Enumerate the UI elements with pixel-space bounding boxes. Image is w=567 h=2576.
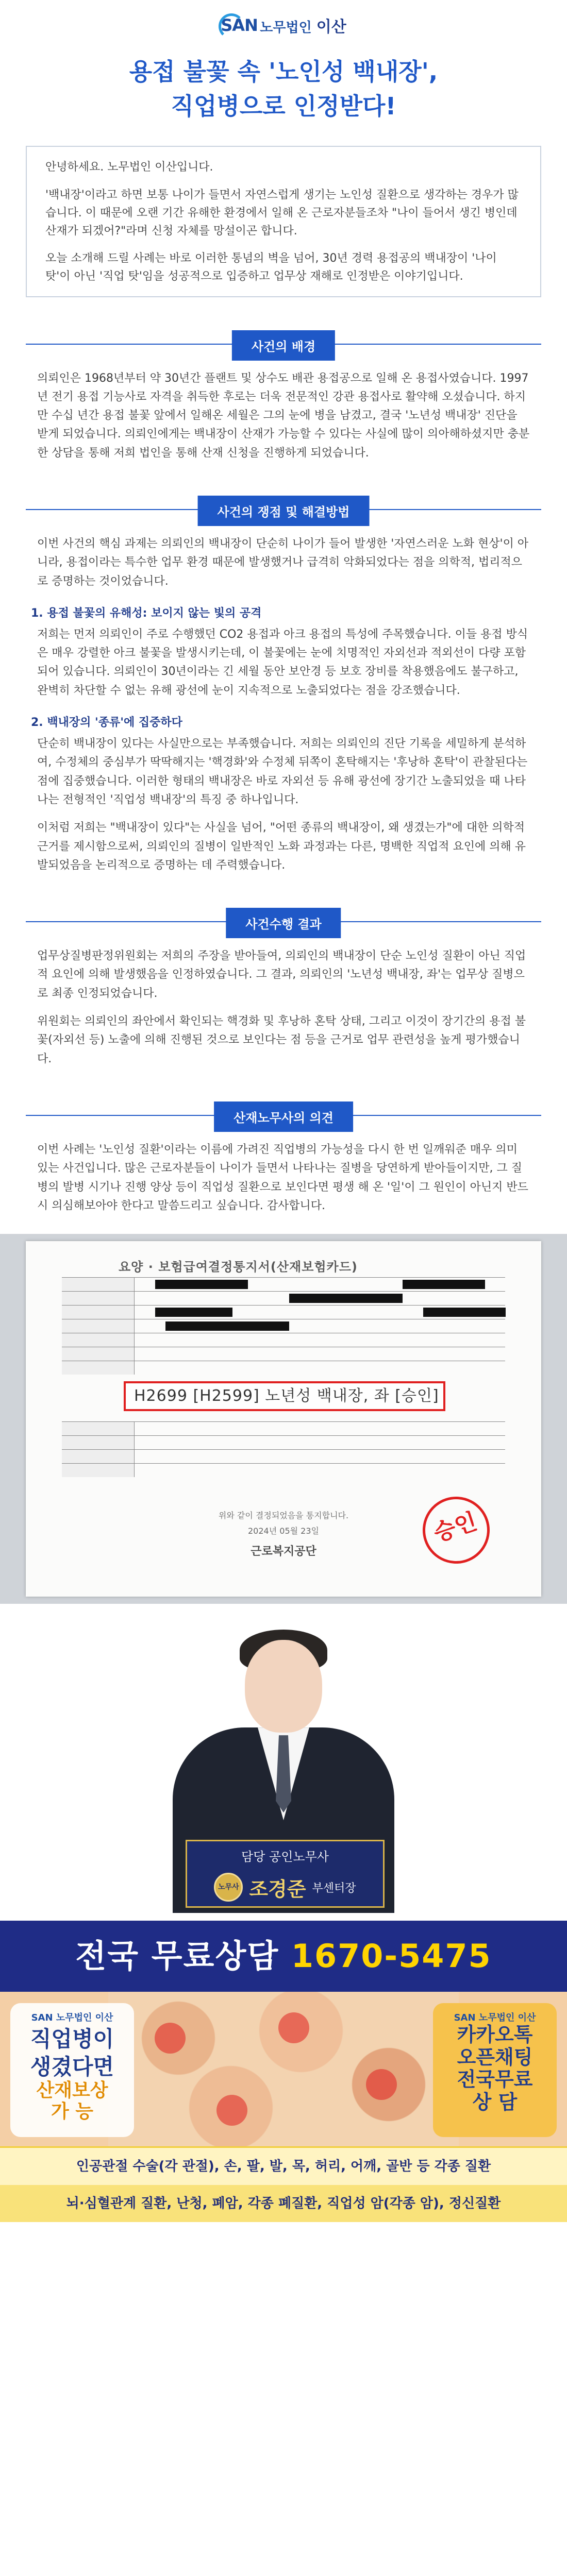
pain-spot-icon xyxy=(216,2095,247,2126)
service-list-line-2: 뇌·심혈관계 질환, 난청, 폐암, 각종 폐질환, 직업성 암(각종 암), 정신질환 xyxy=(0,2185,567,2222)
section-title: 사건의 배경 xyxy=(232,330,335,361)
result-body xyxy=(37,947,530,1069)
promo-banner xyxy=(0,1992,567,2146)
document-footer-date: 2024년 05월 23일 xyxy=(248,1526,319,1536)
name-tag xyxy=(186,1840,385,1908)
promo-right-line-1: 카카오톡 xyxy=(457,2023,533,2046)
firm-logo xyxy=(221,11,346,39)
logo-mark xyxy=(221,11,258,39)
document-row xyxy=(62,1435,505,1449)
cta-label: 전국 무료상담 xyxy=(75,1937,279,1975)
approval-document-image xyxy=(0,1234,567,1604)
section-header-result xyxy=(26,905,541,938)
name-line xyxy=(187,1873,383,1902)
body-pain-collage xyxy=(108,1992,459,2146)
document-row xyxy=(62,1277,505,1291)
pain-spot-icon xyxy=(278,2012,309,2043)
attorney-role: 담당 공인노무사 xyxy=(241,1850,329,1865)
attorney-profile xyxy=(0,1624,567,1921)
pain-spot-icon xyxy=(155,2023,186,2054)
cta-phone[interactable]: 1670-5475 xyxy=(291,1937,492,1975)
background-body xyxy=(37,369,530,463)
background-text: 의뢰인은 1968년부터 약 30년간 플랜트 및 상수도 배관 용접공으로 일해 온 용접사였습니다. 1997년 전기 용접 기능사로 자격을 취득한 후로는 더욱 전문적인 강관 용접사로 활약해 오셨습니다. 하지만 수십 년간 용접 불꽃 앞에서 일해온 세월은 그의 눈에 병을 남겼고, 결국 '노년성 백내장' 진단을 받게 되었습니다. 의뢰인에게는 백내장이 산재가 가능할 수 있다는 사실에 많이 의아해하셨지만 충분한 상담을 통해 저희 법인을 통해 산재 신청을 진행하게 되었습니다. xyxy=(37,371,530,460)
document-footer-org: 근로복지공단 xyxy=(251,1545,316,1558)
promo-right-logo: SAN 노무법인 이산 xyxy=(454,2012,536,2024)
header xyxy=(0,0,567,123)
issues-sub1-text: 저희는 먼저 의뢰인이 주로 수행했던 CO2 용접과 아크 용접의 특성에 주목했습니다. 이들 용접 방식은 매우 강렬한 아크 불꽃을 발생시키는데, 이 불꽃에는 눈에 치명적인 자외선과 적외선이 다량 포함되어 있습니다. 의뢰인이 30년이라는 긴 세월 동안 보안경 등 보호 장비를 착용했음에도 불구하고, 완벽히 차단할 수 없는 유해 광선에 눈이 지속적으로 노출되었다는 점을 강조했습니다. xyxy=(37,628,528,697)
section-header-opinion xyxy=(26,1098,541,1131)
logo-name: 이산 xyxy=(316,18,346,36)
document-row xyxy=(62,1449,505,1463)
section-title: 사건의 쟁점 및 해결방법 xyxy=(198,496,370,526)
opinion-text: 이번 사례는 '노인성 질환'이라는 이름에 가려진 직업병의 가능성을 다시 한 번 일깨워준 매우 의미 있는 사건입니다. 많은 근로자분들이 나이가 들면서 나타나는 질병을 당연하게 받아들이지만, 그 질병의 발병 시기나 진행 양상 등이 직업성 질환으로 보인다면 평생 해 온 '일'이 그 원인이 아닌지 반드시 의심해보아야 한다고 말씀드리고 싶습니다. 감사합니다. xyxy=(37,1143,528,1212)
document-paper xyxy=(26,1241,541,1597)
logo-firm: 노무법인 xyxy=(260,20,312,36)
promo-left-line-3: 산재보상 xyxy=(36,2079,108,2101)
attorney-badge-icon: 노무사 xyxy=(214,1873,243,1902)
document-row xyxy=(62,1319,505,1333)
opinion-body xyxy=(37,1141,530,1215)
issues-subtitle-1: 1. 용접 불꽃의 유해성: 보이지 않는 빛의 공격 xyxy=(31,606,262,620)
document-row xyxy=(62,1291,505,1305)
issues-body xyxy=(37,535,530,591)
document-row xyxy=(62,1361,505,1375)
logo-mark-text: SAN xyxy=(221,15,258,35)
intro-greeting: 안녕하세요. 노무법인 이산입니다. xyxy=(45,161,213,174)
face-shape xyxy=(245,1640,322,1733)
approved-diagnosis-highlight: H2699 [H2599] 노년성 백내장, 좌 [승인] xyxy=(124,1381,445,1411)
pain-spot-icon xyxy=(366,2069,397,2100)
document-row xyxy=(62,1347,505,1361)
promo-left-card xyxy=(10,2003,134,2137)
section-title: 사건수행 결과 xyxy=(226,908,341,938)
attorney-name: 조경준 xyxy=(249,1877,306,1901)
promo-right-line-4: 상 담 xyxy=(472,2091,518,2114)
document-footer-notice: 위와 같이 결정되었음을 통지합니다. xyxy=(218,1511,349,1521)
section-header-issues xyxy=(26,493,541,526)
section-title: 산재노무사의 의견 xyxy=(214,1101,353,1132)
service-list-line-1: 인공관절 수술(각 관절), 손, 팔, 발, 목, 허리, 어깨, 골반 등 각종 질환 xyxy=(0,2146,567,2185)
logo-text xyxy=(260,14,346,37)
issues-subtitle-2: 2. 백내장의 '종류'에 집중하다 xyxy=(31,716,182,730)
promo-left-line-1: 직업병이 xyxy=(30,2026,114,2052)
issues-sub2-text-1: 단순히 백내장이 있다는 사실만으로는 부족했습니다. 저희는 의뢰인의 진단 기록을 세밀하게 분석하여, 수정체의 중심부가 딱딱해지는 '핵경화'와 수정체 뒤쪽이 혼탁해지는 '후낭하 혼탁'이 관찰된다는 점에 집중했습니다. 이러한 형태의 백내장은 바로 자외선 등 유해 광선에 장기간 노출되었을 때 나타나는 전형적인 '직업성 백내장'의 특징 중 하나입니다. xyxy=(37,737,528,806)
promo-right-line-2: 오픈채팅 xyxy=(457,2045,533,2069)
free-consult-banner[interactable] xyxy=(0,1921,567,1992)
document-row xyxy=(62,1421,505,1435)
intro-box xyxy=(26,146,541,297)
title-line-2: 직업병으로 인정받다! xyxy=(171,92,396,120)
approval-stamp: 승인 xyxy=(414,1488,498,1572)
promo-left-logo: SAN 노무법인 이산 xyxy=(31,2012,113,2024)
issues-sub1-body xyxy=(37,625,530,700)
document-title: 요양 · 보험급여결정통지서(산재보험카드) xyxy=(119,1260,358,1275)
logo-swoosh-icon xyxy=(219,13,244,39)
page-title xyxy=(0,55,567,123)
promo-right-line-3: 전국무료 xyxy=(457,2068,533,2091)
promo-left-line-4: 가 능 xyxy=(51,2101,94,2123)
issues-text: 이번 사건의 핵심 과제는 의뢰인의 백내장이 단순히 나이가 들어 발생한 '자연스러운 노화 현상'이 아니라, 용접이라는 특수한 업무 환경 때문에 발생했거나 급격히 악화되었다는 점을 의학적, 법리적으로 증명하는 것이었습니다. xyxy=(37,537,529,588)
intro-paragraph-1: '백내장'이라고 하면 보통 나이가 들면서 자연스럽게 생기는 노인성 질환으로 생각하는 경우가 많습니다. 이 때문에 오랜 기간 유해한 환경에서 일해 온 근로자분들조차 "나이 들어서 생긴 병인데 산재가 되겠어?"라며 신청 자체를 망설이곤 합니다. xyxy=(45,188,519,238)
issues-sub2-text-2: 이처럼 저희는 "백내장이 있다"는 사실을 넘어, "어떤 종류의 백내장이, 왜 생겼는가"에 대한 의학적 근거를 제시함으로써, 의뢰인의 질병이 일반적인 노화 과정과는 다른, 명백한 직업적 요인에 의해 유발되었음을 논리적으로 증명하는 데 주력했습니다. xyxy=(37,821,526,872)
document-row xyxy=(62,1463,505,1477)
document-row xyxy=(62,1305,505,1319)
issues-sub2-body xyxy=(37,735,530,875)
document-table xyxy=(62,1277,505,1375)
document-table-lower xyxy=(62,1421,505,1477)
title-line-1: 용접 불꽃 속 '노인성 백내장', xyxy=(129,58,438,86)
promo-left-line-2: 생겼다면 xyxy=(30,2054,114,2080)
intro-paragraph-2: 오늘 소개해 드릴 사례는 바로 이러한 통념의 벽을 넘어, 30년 경력 용접공의 백내장이 '나이 탓'이 아닌 '직업 탓'임을 성공적으로 입증하고 업무상 재해로 인정받은 이야기입니다. xyxy=(45,252,497,283)
attorney-position: 부센터장 xyxy=(312,1882,356,1895)
section-header-background xyxy=(26,327,541,360)
document-row xyxy=(62,1333,505,1347)
result-text-1: 업무상질병판정위원회는 저희의 주장을 받아들여, 의뢰인의 백내장이 단순 노인성 질환이 아닌 직업적 요인에 의해 발생했음을 인정하였습니다. 그 결과, 의뢰인의 '노년성 백내장, 좌'는 업무상 질병으로 최종 인정되었습니다. xyxy=(37,950,526,1000)
promo-right-card[interactable] xyxy=(433,2003,557,2137)
result-text-2: 위원회는 의뢰인의 좌안에서 확인되는 핵경화 및 후낭하 혼탁 상태, 그리고 이것이 장기간의 용접 불꽃(자외선 등) 노출에 의해 진행된 것으로 보인다는 점 등을 근거로 업무 관련성을 높게 평가했습니다. xyxy=(37,1015,526,1065)
